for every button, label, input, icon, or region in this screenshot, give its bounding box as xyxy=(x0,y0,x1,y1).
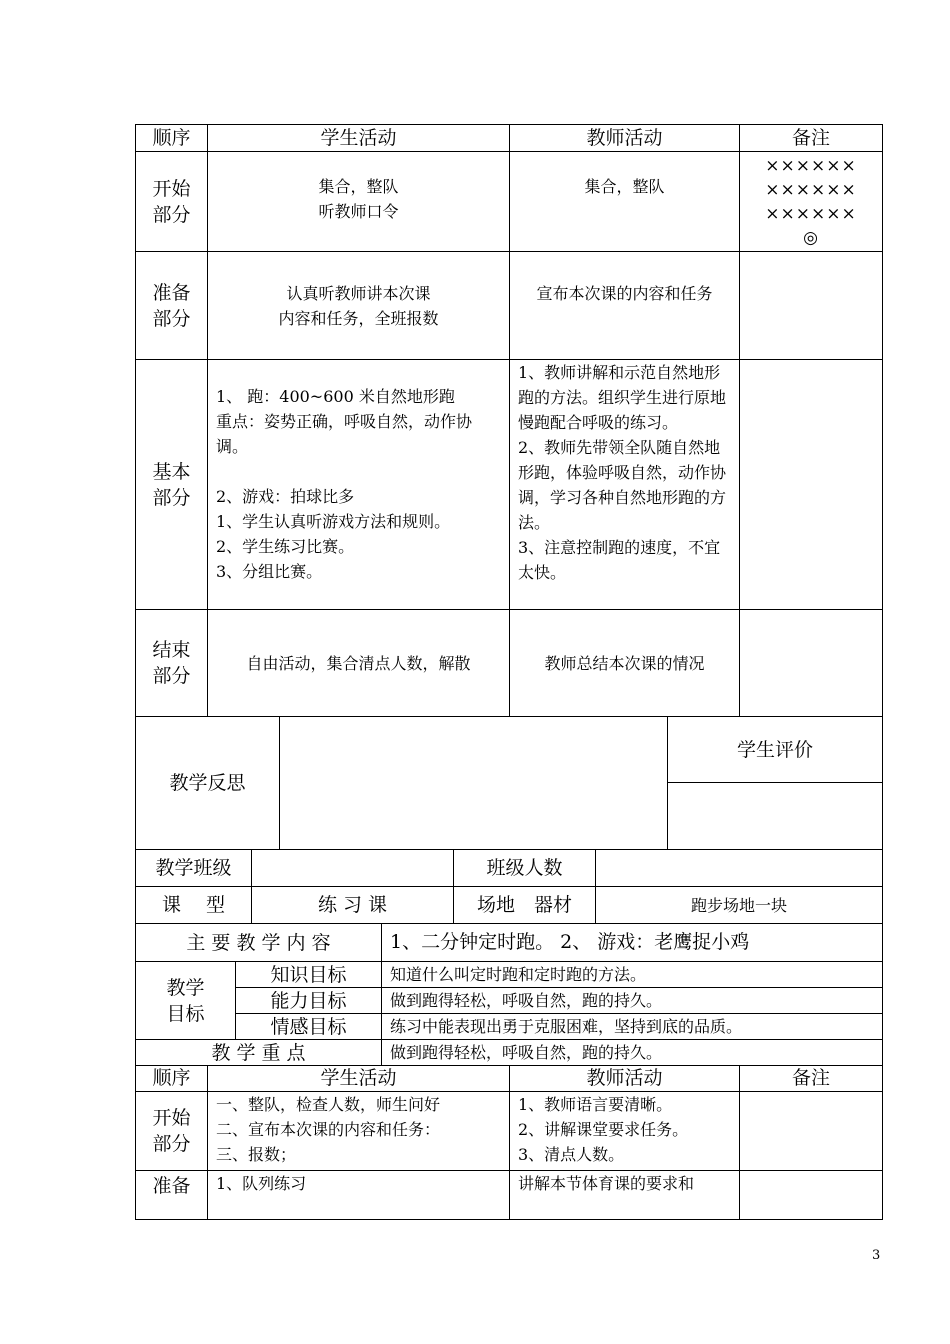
t2-note-start xyxy=(740,1092,882,1171)
reflection-label: 教学反思 xyxy=(136,717,280,850)
main-content-value: 1、二分钟定时跑。 2、 游戏：老鹰捉小鸡 xyxy=(382,924,882,962)
t1-note-main xyxy=(740,360,882,610)
class-value xyxy=(252,850,454,887)
t1-teacher-prep: 宣布本次课的内容和任务 xyxy=(510,252,740,360)
t2-student-start: 一、整队，检查人数，师生问好 二、宣布本次课的内容和任务： 三、报数； xyxy=(208,1092,510,1171)
t2-header-student: 学生活动 xyxy=(208,1066,510,1092)
class-label: 教学班级 xyxy=(136,850,252,887)
student-evaluation-label: 学生评价 xyxy=(668,717,882,783)
venue-value: 跑步场地一块 xyxy=(596,887,882,924)
t1-note-prep xyxy=(740,252,882,360)
t1-note-end xyxy=(740,610,882,717)
goals-label: 教学 目标 xyxy=(136,962,236,1040)
count-value xyxy=(596,850,882,887)
knowledge-goal-text: 知道什么叫定时跑和定时跑的方法。 xyxy=(382,962,882,988)
t1-header-note: 备注 xyxy=(740,125,882,152)
emotion-goal-text: 练习中能表现出勇于克服困难，坚持到底的品质。 xyxy=(382,1014,882,1040)
ability-goal-text: 做到跑得轻松，呼吸自然，跑的持久。 xyxy=(382,988,882,1014)
lesson-type-label: 课 型 xyxy=(136,887,252,924)
main-content-label: 主 要 教 学 内 容 xyxy=(136,924,382,962)
knowledge-goal-label: 知识目标 xyxy=(236,962,382,988)
t1-section-start: 开始 部分 xyxy=(136,152,208,252)
student-evaluation-content xyxy=(668,783,882,850)
lesson-type-value: 练 习 课 xyxy=(252,887,454,924)
page-number: 3 xyxy=(872,1248,881,1263)
t1-teacher-main: 1、教师讲解和示范自然地形跑的方法。组织学生进行原地慢跑配合呼吸的练习。 2、教师先带领全队随自然地形跑，体验呼吸自然，动作协调，学习各种自然地形跑的方法。 3、注意控制跑的速度，不宜太快。 xyxy=(510,360,740,610)
t1-student-prep: 认真听教师讲本次课 内容和任务，全班报数 xyxy=(208,252,510,360)
t1-section-prep: 准备 部分 xyxy=(136,252,208,360)
emotion-goal-label: 情感目标 xyxy=(236,1014,382,1040)
t2-header-teacher: 教师活动 xyxy=(510,1066,740,1092)
t1-student-main: 1、 跑：400~600 米自然地形跑 重点：姿势正确，呼吸自然，动作协调。 2、游戏：拍球比多 1、学生认真听游戏方法和规则。 2、学生练习比赛。 3、分组比赛。 xyxy=(208,360,510,610)
t1-teacher-start: 集合，整队 xyxy=(510,152,740,252)
reflection-content xyxy=(280,717,668,850)
t1-section-end: 结束 部分 xyxy=(136,610,208,717)
t1-header-student: 学生活动 xyxy=(208,125,510,152)
t1-teacher-end: 教师总结本次课的情况 xyxy=(510,610,740,717)
venue-label: 场地 器材 xyxy=(454,887,596,924)
t2-teacher-start: 1、教师语言要清晰。 2、讲解课堂要求任务。 3、清点人数。 xyxy=(510,1092,740,1171)
t1-header-teacher: 教师活动 xyxy=(510,125,740,152)
t2-header-order: 顺序 xyxy=(136,1066,208,1092)
t2-section-start: 开始 部分 xyxy=(136,1092,208,1171)
focus-value: 做到跑得轻松，呼吸自然，跑的持久。 xyxy=(382,1040,882,1066)
focus-label: 教 学 重 点 xyxy=(136,1040,382,1066)
t2-header-note: 备注 xyxy=(740,1066,882,1092)
t2-section-prep: 准备 xyxy=(136,1171,208,1219)
ability-goal-label: 能力目标 xyxy=(236,988,382,1014)
formation-diagram: ×××××× ×××××× ×××××× ◎ xyxy=(740,152,882,252)
lesson-plan-table xyxy=(135,124,883,1220)
t2-teacher-prep: 讲解本节体育课的要求和 xyxy=(510,1171,740,1219)
t1-header-order: 顺序 xyxy=(136,125,208,152)
t1-student-end: 自由活动，集合清点人数，解散 xyxy=(208,610,510,717)
t2-note-prep xyxy=(740,1171,882,1219)
t1-section-main: 基本 部分 xyxy=(136,360,208,610)
count-label: 班级人数 xyxy=(454,850,596,887)
t2-student-prep: 1、队列练习 xyxy=(208,1171,510,1219)
t1-student-start: 集合，整队 听教师口令 xyxy=(208,152,510,252)
